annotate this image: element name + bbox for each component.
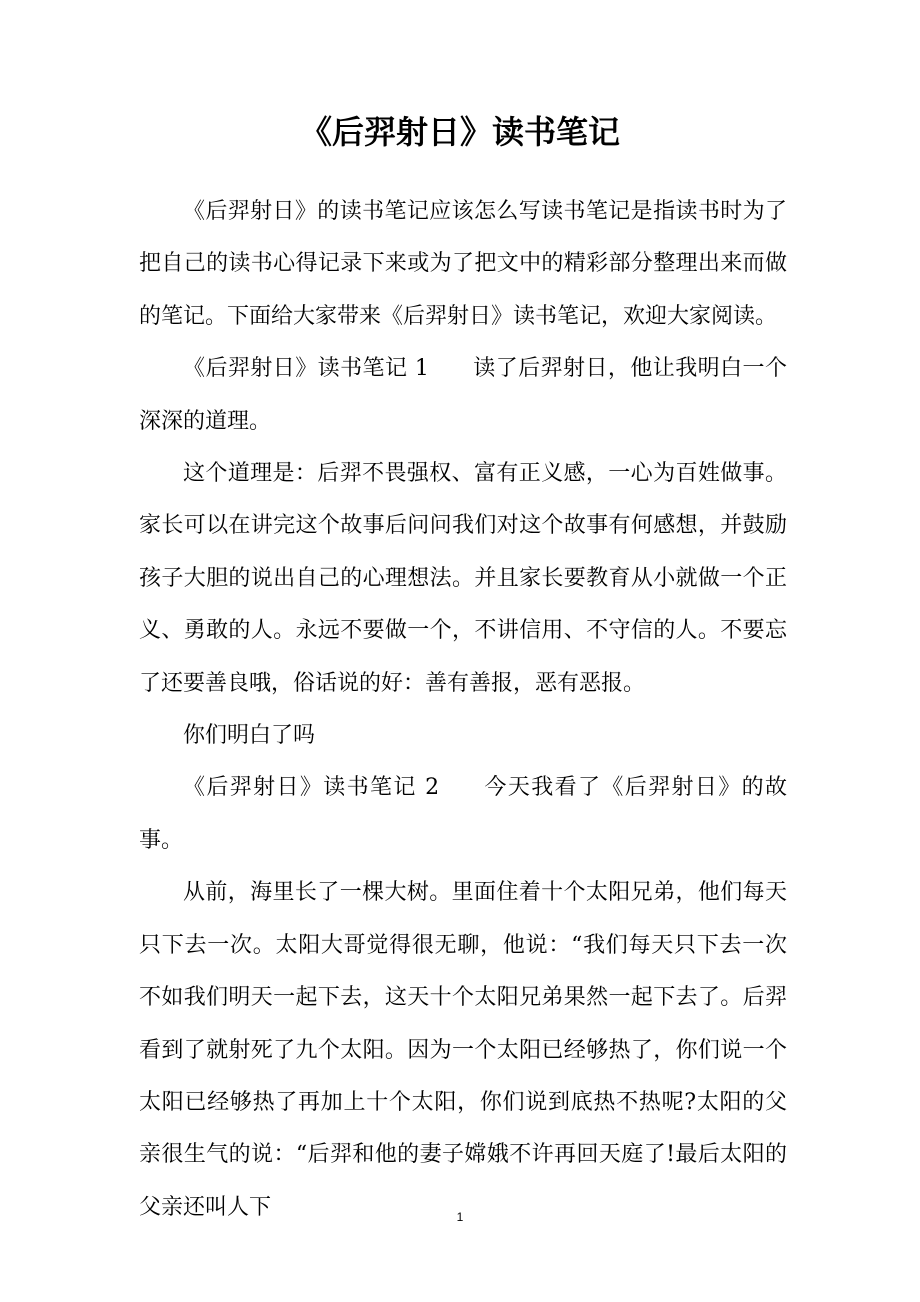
paragraph-text: 从前，海里长了一棵大树。里面住着十个太阳兄弟，他们每天只下去一次。太阳大哥觉得很无聊，他说：“我们每天只下去一次不如我们明天一起下去，这天十个太阳兄弟果然一起下去了。后羿看到了就射死了九个太阳。因为一个太阳已经够热了，你们说一个太阳已经够热了再加上十个太阳，你们说到底热不热呢?太阳的父亲很生气的说：“后羿和他的妻子嫦娥不许再回天庭了!最后太阳的父亲还叫人下 bbox=[139, 880, 787, 1220]
paragraph-note-1 bbox=[139, 343, 787, 448]
paragraph-note-2 bbox=[139, 762, 787, 867]
paragraph-moral bbox=[139, 448, 787, 710]
document-body bbox=[139, 186, 787, 1234]
paragraph-question bbox=[139, 710, 787, 762]
paragraph-text: 你们明白了吗 bbox=[183, 723, 316, 749]
note-heading: 《后羿射日》读书笔记 2 bbox=[183, 775, 440, 801]
page-number: 1 bbox=[456, 1210, 464, 1224]
paragraph-text: 今天我看了《后羿射日》的故事。 bbox=[139, 775, 787, 853]
paragraph-text: 这个道理是：后羿不畏强权、富有正义感，一心为百姓做事。家长可以在讲完这个故事后问问我们对这个故事有何感想，并鼓励孩子大胆的说出自己的心理想法。并且家长要教育从小就做一个正义、勇敢的人。永远不要做一个，不讲信用、不守信的人。不要忘了还要善良哦，俗话说的好：善有善报，恶有恶报。 bbox=[139, 461, 787, 696]
paragraph-text: 《后羿射日》的读书笔记应该怎么写读书笔记是指读书时为了把自己的读书心得记录下来或为了把文中的精彩部分整理出来而做的笔记。下面给大家带来《后羿射日》读书笔记，欢迎大家阅读。 bbox=[139, 199, 787, 329]
paragraph-text: 读了后羿射日，他让我明白一个深深的道理。 bbox=[139, 356, 787, 434]
note-heading: 《后羿射日》读书笔记 1 bbox=[183, 356, 429, 382]
paragraph-story bbox=[139, 867, 787, 1234]
document-title: 《后羿射日》读书笔记 bbox=[299, 113, 620, 151]
paragraph-intro bbox=[139, 186, 787, 343]
